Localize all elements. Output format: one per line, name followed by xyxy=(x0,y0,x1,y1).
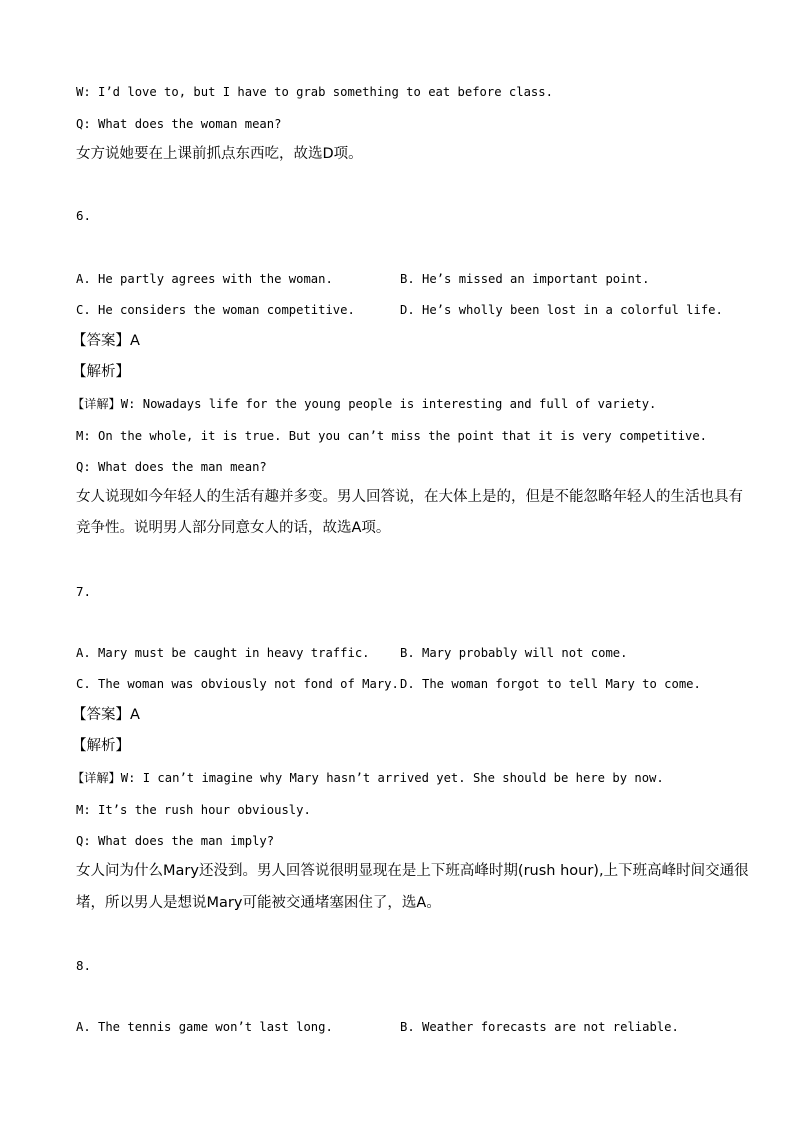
options-row-ab xyxy=(0,646,794,664)
question-number: 8. xyxy=(76,958,92,973)
option-b: B. Weather forecasts are not reliable. xyxy=(400,1020,679,1034)
options-row-cd xyxy=(0,303,794,321)
dialogue-man-line: M: It’s the rush hour obviously. xyxy=(76,803,311,817)
explanation-text: 女人说现如今年轻人的生活有趣并多变。男人回答说，在大体上是的，但是不能忽略年轻人的生活也具有 xyxy=(76,489,743,505)
option-c: C. The woman was obviously not fond of Mary. xyxy=(76,677,399,691)
option-d: D. He’s wholly been lost in a colorful life. xyxy=(400,303,723,317)
question-line: Q: What does the woman mean? xyxy=(76,117,282,131)
detail-woman-line: 【详解】W: I can’t imagine why Mary hasn’t arrived yet. She should be here by now. xyxy=(72,771,664,785)
answer-label: 【答案】A xyxy=(72,333,140,349)
option-a: A. Mary must be caught in heavy traffic. xyxy=(76,646,370,660)
answer-label: 【答案】A xyxy=(72,707,140,723)
option-a: A. The tennis game won’t last long. xyxy=(76,1020,333,1034)
dialogue-woman-line: W: I’d love to, but I have to grab something to eat before class. xyxy=(76,85,553,99)
dialogue-man-line: M: On the whole, it is true. But you can’t miss the point that it is very competitive. xyxy=(76,429,708,443)
explanation-text: 竞争性。说明男人部分同意女人的话，故选A项。 xyxy=(76,520,391,536)
question-number: 7. xyxy=(76,584,92,599)
option-a: A. He partly agrees with the woman. xyxy=(76,272,333,286)
explanation-text: 女方说她要在上课前抓点东西吃，故选D项。 xyxy=(76,146,363,162)
analysis-label: 【解析】 xyxy=(72,738,130,754)
option-d: D. The woman forgot to tell Mary to come. xyxy=(400,677,701,691)
option-b: B. He’s missed an important point. xyxy=(400,272,650,286)
question-line: Q: What does the man imply? xyxy=(76,834,275,848)
question-number: 6. xyxy=(76,208,92,223)
detail-woman-line: 【详解】W: Nowadays life for the young people is interesting and full of variety. xyxy=(72,397,657,411)
explanation-text: 堵，所以男人是想说Mary可能被交通堵塞困住了，选A。 xyxy=(76,895,441,911)
options-row-ab xyxy=(0,272,794,290)
analysis-label: 【解析】 xyxy=(72,364,130,380)
options-row-ab xyxy=(0,1020,794,1038)
explanation-text: 女人问为什么Mary还没到。男人回答说很明显现在是上下班高峰时期(rush hour),上下班高峰时间交通很 xyxy=(76,863,749,879)
options-row-cd xyxy=(0,677,794,695)
option-b: B. Mary probably will not come. xyxy=(400,646,628,660)
option-c: C. He considers the woman competitive. xyxy=(76,303,355,317)
question-line: Q: What does the man mean? xyxy=(76,460,267,474)
